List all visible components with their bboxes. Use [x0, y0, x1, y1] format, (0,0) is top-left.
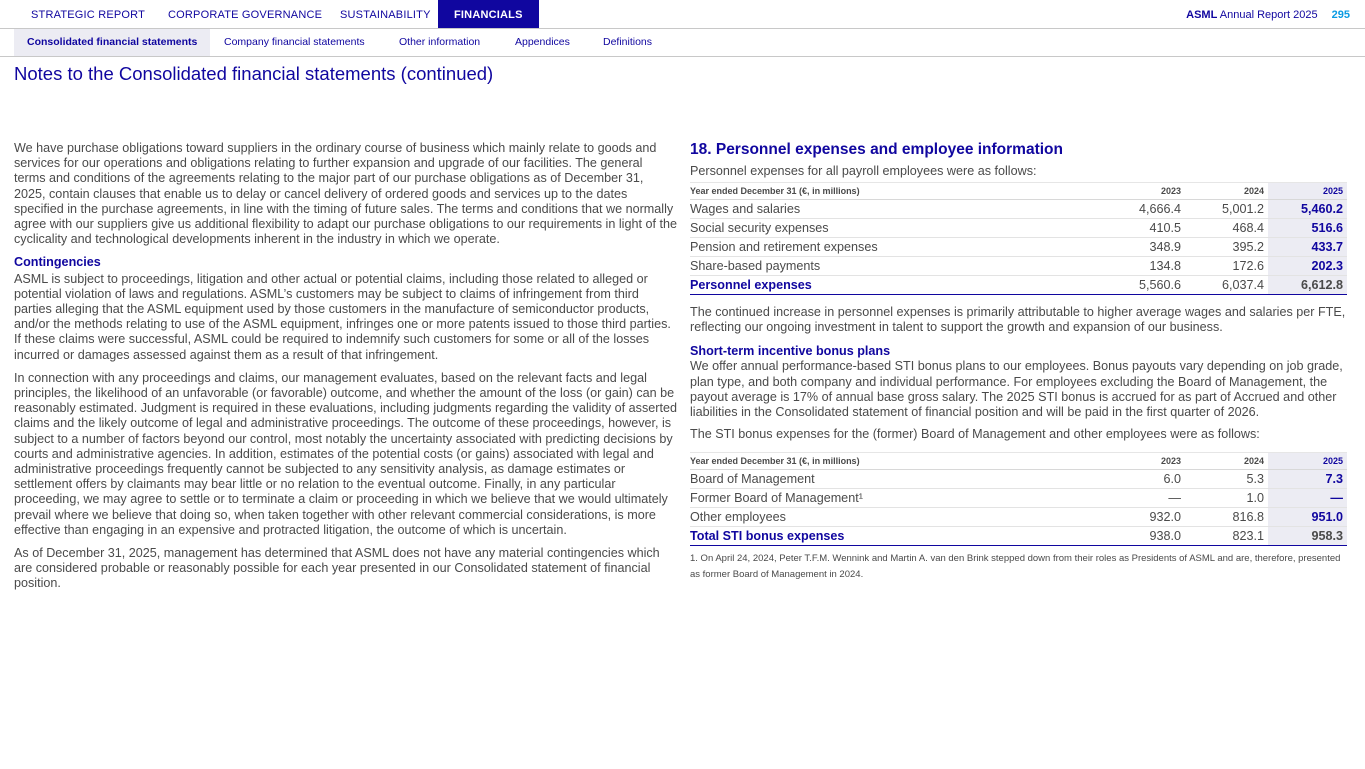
column-header: 2024 [1185, 453, 1268, 470]
table-row [690, 489, 1347, 508]
footnote: 1. On April 24, 2024, Peter T.F.M. Wennink and Martin A. van den Brink stepped down from their roles as Presidents of ASML and are, therefore, presented as former Board of Management in 2024. [690, 553, 1341, 580]
sti-heading: Short-term incentive bonus plans [690, 344, 891, 359]
table-cell: 468.4 [1185, 219, 1268, 238]
personnel-expenses-intro: Personnel expenses for all payroll employees were as follows: [690, 164, 1037, 178]
row-label: Share-based payments [690, 257, 1102, 276]
row-label: Wages and salaries [690, 200, 1102, 219]
row-label: Social security expenses [690, 219, 1102, 238]
right-column [690, 140, 1351, 582]
row-label: Former Board of Management¹ [690, 489, 1102, 508]
table-cell: — [1268, 489, 1347, 508]
personnel-expenses-table [690, 182, 1347, 295]
tab-sustainability[interactable]: SUSTAINABILITY [340, 9, 431, 21]
column-header: 2025 [1268, 453, 1347, 470]
table-cell: 6,612.8 [1268, 276, 1347, 295]
table-cell: 516.6 [1268, 219, 1347, 238]
table-cell: 958.3 [1268, 527, 1347, 546]
subnav-other-information[interactable]: Other information [399, 36, 481, 48]
subnav-definitions[interactable]: Definitions [603, 36, 653, 48]
contingencies-paragraph-2: In connection with any proceedings and claims, our management evaluates, based on the relevant facts and legal principles, the likelihood of an unfavorable (or favorable) outcome, and whether the amount of the loss (or gain) can be reasonably estimated. Judgment is required in these evaluations, including judgments regarding the validity of asserted claims and the likely outcome of legal and administrative proceedings. The outcome of these proceedings, however, is subject to a number of factors beyond our control, most notably the uncertainty associated with predicting decisions by courts and administrative agencies. In addition, estimates of the potential costs (or gains) associated with legal and administrative proceedings frequently cannot be subjected to any sensitivity analysis, as damage estimates or settlement offers by claimants may bear little or no relation to the eventual outcome. Finally, in any particular proceeding, we may agree to settle or to terminate a claim or proceeding in which we believe that we would ultimately prevail where we believe that doing so, when taken together with other relevant commercial considerations, is more effective than engaging in an expensive and protracted litigation, the outcome of which is uncertain. [14, 370, 677, 537]
sti-paragraph: We offer annual performance-based STI bonus plans to our employees. Bonus payouts vary depending on job grade, plan type, and both company and individual performance. For employees excluding the Board of Management, the payout average is 17% of annual base gross salary. The 2025 STI bonus is accrued for as part of Accrued and other liabilities in the Consolidated statement of financial position and will be paid in the first quarter of 2026. [690, 359, 1343, 420]
contingencies-paragraph-3: As of December 31, 2025, management has determined that ASML does not have any material contingencies which are considered probable or reasonably possible for each year presented in our Consolidated statement of financial position. [14, 546, 660, 591]
table-cell: 938.0 [1102, 527, 1185, 546]
top-navigation [0, 0, 1365, 29]
table-cell: 816.8 [1185, 508, 1268, 527]
table-cell: — [1102, 489, 1185, 508]
column-header: 2024 [1185, 183, 1268, 200]
sti-table-intro: The STI bonus expenses for the (former) Board of Management and other employees were as follows: [690, 427, 1260, 442]
brand-name: ASML [1186, 9, 1218, 21]
table-cell: 4,666.4 [1102, 200, 1185, 219]
table-cell: 410.5 [1102, 219, 1185, 238]
column-header: Year ended December 31 (€, in millions) [690, 453, 1102, 470]
tab-corporate-governance[interactable]: CORPORATE GOVERNANCE [168, 9, 323, 21]
column-header: 2023 [1102, 183, 1185, 200]
page-number: 295 [1331, 9, 1350, 21]
subnav-consolidated-financial-statements[interactable]: Consolidated financial statements [14, 29, 210, 56]
table-cell: 5,560.6 [1102, 276, 1185, 295]
table-cell: 202.3 [1268, 257, 1347, 276]
table-cell: 395.2 [1185, 238, 1268, 257]
contingencies-paragraph-1: ASML is subject to proceedings, litigation and other actual or potential claims, including those related to alleged or potential violation of laws and regulations. ASML’s customers may be subject to claims of infringement from third parties alleging that the ASML equipment used by those customers in the manufacture of semiconductor products, and/or the methods relating to use of the ASML equipment, infringes one or more patents issued to those third parties. If these claims were successful, ASML could be required to indemnify such customers for some or all of the losses incurred or damages assessed against them as a result of that infringement. [14, 271, 671, 362]
sti-bonus-table [690, 452, 1347, 546]
table-cell: 5,460.2 [1268, 200, 1347, 219]
contingencies-heading: Contingencies [14, 255, 101, 270]
row-label: Pension and retirement expenses [690, 238, 1102, 257]
row-label: Other employees [690, 508, 1102, 527]
column-header: 2023 [1102, 453, 1185, 470]
table-cell: 5.3 [1185, 470, 1268, 489]
report-brand [1186, 0, 1350, 28]
report-name: Annual Report 2025 [1219, 9, 1318, 21]
table-cell: 5,001.2 [1185, 200, 1268, 219]
column-header: 2025 [1268, 183, 1347, 200]
personnel-increase-paragraph: The continued increase in personnel expenses is primarily attributable to higher average wages and salaries per FTE, reflecting our ongoing investment in talent to support the growth and expansion of our business. [690, 305, 1346, 335]
table-row [690, 238, 1347, 257]
row-label: Total STI bonus expenses [690, 527, 1102, 546]
sub-navigation [0, 29, 1365, 57]
left-column [14, 141, 677, 600]
table-cell: 1.0 [1185, 489, 1268, 508]
purchase-obligations-paragraph: We have purchase obligations toward suppliers in the ordinary course of business which mainly relate to goods and services for our operations and obligations relating to further expansion and upgrade of our facilities. The general terms and conditions of the agreements relating to the major part of our purchase obligations as of December 31, 2025, contain clauses that enable us to delay or cancel delivery of ordered goods and services up to the dates specified in the purchase agreements, in line with the timing of future sales. The terms and conditions that we normally agree with our suppliers give us additional flexibility to adapt our purchase obligations to our requirements in light of the cyclicality and technological developments inherent in the industry in which we operate. [14, 141, 677, 247]
table-row [690, 257, 1347, 276]
table-cell: 951.0 [1268, 508, 1347, 527]
table-cell: 823.1 [1185, 527, 1268, 546]
tab-strategic-report[interactable]: STRATEGIC REPORT [31, 9, 146, 21]
column-header: Year ended December 31 (€, in millions) [690, 183, 1102, 200]
subnav-company-financial-statements[interactable]: Company financial statements [224, 36, 365, 48]
table-cell: 134.8 [1102, 257, 1185, 276]
subnav-appendices[interactable]: Appendices [515, 36, 570, 48]
table-cell: 172.6 [1185, 257, 1268, 276]
table-total-row [690, 527, 1347, 546]
table-cell: 6,037.4 [1185, 276, 1268, 295]
table-total-row [690, 276, 1347, 295]
table-row [690, 200, 1347, 219]
table-cell: 7.3 [1268, 470, 1347, 489]
page-title: Notes to the Consolidated financial statements (continued) [14, 63, 494, 84]
personnel-expenses-heading: 18. Personnel expenses and employee information [690, 141, 1063, 158]
table-row [690, 219, 1347, 238]
row-label: Board of Management [690, 470, 1102, 489]
table-cell: 348.9 [1102, 238, 1185, 257]
table-cell: 433.7 [1268, 238, 1347, 257]
table-row [690, 470, 1347, 489]
table-cell: 6.0 [1102, 470, 1185, 489]
tab-financials[interactable]: FINANCIALS [438, 0, 539, 28]
table-header-row [690, 453, 1347, 470]
row-label: Personnel expenses [690, 276, 1102, 295]
table-row [690, 508, 1347, 527]
table-cell: 932.0 [1102, 508, 1185, 527]
table-header-row [690, 183, 1347, 200]
